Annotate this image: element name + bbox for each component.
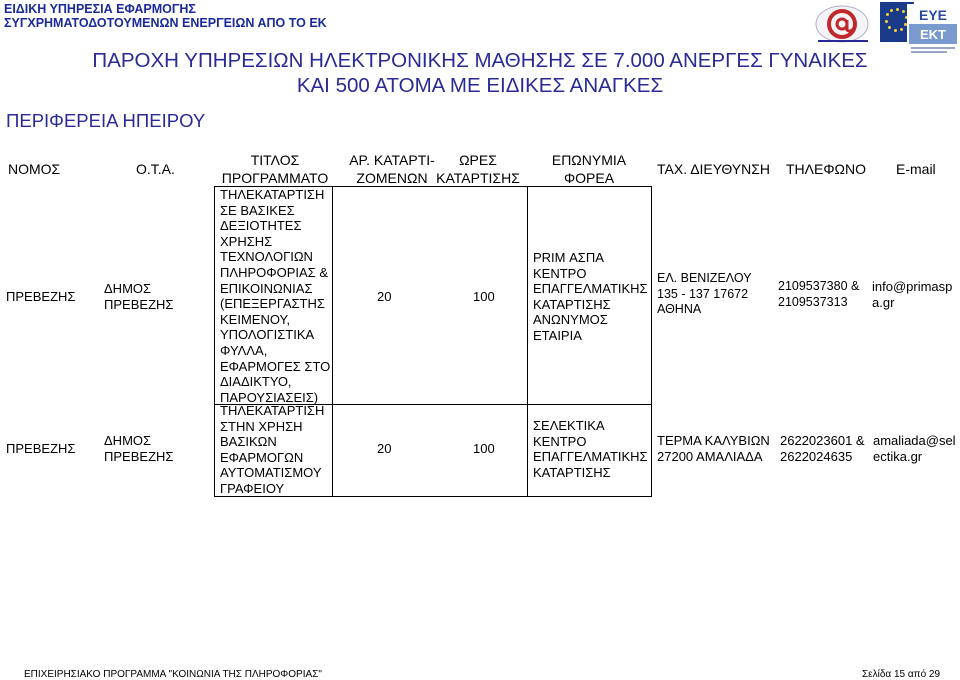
org-line-2: ΣΥΓΧΡΗΜΑΤΟΔΟΤΟΥΜΕΝΩΝ ΕΝΕΡΓΕΙΩΝ ΑΠΟ ΤΟ ΕΚ <box>4 16 327 30</box>
cell-address: ΤΕΡΜΑ ΚΑΛΥΒΙΩΝ 27200 ΑΜΑΛΙΑΔΑ <box>657 433 770 464</box>
cell-trainees: 20 <box>377 441 392 456</box>
org-line-1: ΕΙΔΙΚΗ ΥΠΗΡΕΣΙΑ ΕΦΑΡΜΟΓΗΣ <box>4 2 196 16</box>
cell-trainees: 20 <box>377 289 392 304</box>
footer-program: ΕΠΙΧΕΙΡΗΣΙΑΚΟ ΠΡΟΓΡΑΜΜΑ "ΚΟΙΝΩΝΙΑ ΤΗΣ ΠΛΗΡΟΦΟΡΙΑΣ" <box>24 669 322 680</box>
cell-address: ΕΛ. ΒΕΝΙΖΕΛΟΥ 135 - 137 17672 ΑΘΗΝΑ <box>657 271 752 317</box>
cell-title: ΤΗΛΕΚΑΤΑΡΤΙΣΗ ΣΤΗΝ ΧΡΗΣΗ ΒΑΣΙΚΩΝ ΕΦΑΡΜΟΓΩΝ ΑΥΤΟΜΑΤΙΣΜΟΥ ΓΡΑΦΕΙΟΥ <box>220 403 325 496</box>
col-header-ota: Ο.Τ.Α. <box>136 161 175 177</box>
organization-header <box>4 2 327 30</box>
cell-email: amaliada@sel ectika.gr <box>873 433 956 464</box>
cell-nomos: ΠΡΕΒΕΖΗΣ <box>6 289 76 304</box>
footer-page-number: Σελίδα 15 από 29 <box>862 669 941 680</box>
col-header-nomos: ΝΟΜΟΣ <box>8 161 61 177</box>
col-header-hours: ΩΡΕΣ ΚΑΤΑΡΤΙΣΗΣ <box>436 152 520 186</box>
cell-nomos: ΠΡΕΒΕΖΗΣ <box>6 441 76 456</box>
cell-provider: PRIM ΑΣΠΑ ΚΕΝΤΡΟ ΕΠΑΓΓΕΛΜΑΤΙΚΗΣ ΚΑΤΑΡΤΙΣΗΣ ΑΝΩΝΥΜΟΣ ΕΤΑΙΡΙΑ <box>533 250 648 343</box>
cell-phone: 2622023601 & 2622024635 <box>780 433 865 464</box>
cell-email: info@primasp a.gr <box>872 279 953 310</box>
region-title: ΠΕΡΙΦΕΡΕΙΑ ΗΠΕΙΡΟΥ <box>6 110 206 131</box>
col-header-address: ΤΑΧ. ΔΙΕΥΘΥΝΣΗ <box>657 161 770 177</box>
col-header-provider: ΕΠΩΝΥΜΙΑ ΦΟΡΕΑ <box>551 152 627 186</box>
cell-hours: 100 <box>473 441 495 456</box>
cell-ota: ΔΗΜΟΣ ΠΡΕΒΕΖΗΣ <box>104 433 174 464</box>
col-header-email: E-mail <box>896 161 936 177</box>
eye-logo-text: ΕΥΕ <box>918 7 948 23</box>
col-header-title: ΤΙΤΛΟΣ ΠΡΟΓΡΑΜΜΑΤΟ <box>221 152 329 186</box>
main-title-line-1: ΠΑΡΟΧΗ ΥΠΗΡΕΣΙΩΝ ΗΛΕΚΤΡΟΝΙΚΗΣ ΜΑΘΗΣΗΣ ΣΕ 7.000 ΑΝΕΡΓΕΣ ΓΥΝΑΙΚΕΣ <box>92 49 868 72</box>
cell-provider: ΣΕΛΕΚΤΙΚΑ ΚΕΝΤΡΟ ΕΠΑΓΓΕΛΜΑΤΙΚΗΣ ΚΑΤΑΡΤΙΣΗΣ <box>533 418 648 480</box>
information-society-logo <box>812 2 874 48</box>
cell-title: ΤΗΛΕΚΑΤΑΡΤΙΣΗ ΣΕ ΒΑΣΙΚΕΣ ΔΕΞΙΟΤΗΤΕΣ ΧΡΗΣΗΣ ΤΕΧΝΟΛΟΓΙΩΝ ΠΛΗΡΟΦΟΡΙΑΣ & ΕΠΙΚΟΙΝΩΝΙΑΣ (ΕΠΕΞΕΡΓΑΣΤΗΣ ΚΕΙΜΕΝΟΥ, ΥΠΟΛΟΓΙΣΤΙΚΑ ΦΥΛΛΑ, ΕΦΑΡΜΟΓΕΣ ΣΤΟ ΔΙΑΔΙΚΤΥΟ, ΠΑΡΟΥΣΙΑΣΕΙΣ) <box>220 187 331 405</box>
col-header-phone: ΤΗΛΕΦΩΝΟ <box>786 161 866 177</box>
main-title-line-2: ΚΑΙ 500 ΑΤΟΜΑ ΜΕ ΕΙΔΙΚΕΣ ΑΝΑΓΚΕΣ <box>296 74 664 97</box>
cell-hours: 100 <box>473 289 495 304</box>
ekt-logo-text: ΕΚΤ <box>920 27 946 42</box>
cell-phone: 2109537380 & 2109537313 <box>778 279 860 309</box>
col-header-trainees: ΑΡ. ΚΑΤΑΡΤΙ- ΖΟΜΕΝΩΝ <box>349 152 435 186</box>
cell-ota: ΔΗΜΟΣ ΠΡΕΒΕΖΗΣ <box>104 281 174 312</box>
